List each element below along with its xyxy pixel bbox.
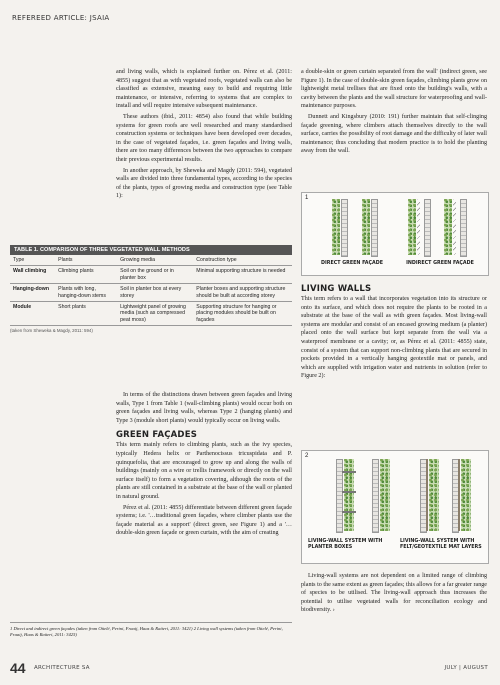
paragraph: and living walls, which is explained further on. Pérez et al. (2011: 4855) suggest that as with vegetated roofs, vegetated walls can also be classified as extensive, meaning easy to build and requiring little maintenance, or intensive, referring to systems that are complex to install and will require intensive subsequent maintenance. [116, 69, 292, 110]
paragraph: Dunnett and Kingsbury (2010: 191) further maintain that self-clinging façade greening, where climbers attach themselves directly to the wall surface, carries the possibility of root damage and the difficulty of later wall maintenance; thus concluding that modern practice is to hold the planting away from the wall. [301, 113, 487, 155]
direct-plants-illustration [332, 199, 340, 255]
paragraph: Pérez et al. (2011: 4855) differentiate between different green façade systems; i.e. '…traditional green façades, where climber plants use the façade material as a support' (direct green, see Figure 1) and a '…double-skin green façade or green curtain, with the aim of creating [116, 504, 292, 537]
page-number: 44 [10, 660, 26, 676]
table-header: Type [10, 255, 55, 266]
direct-wall-illustration [341, 199, 348, 257]
table-1 [10, 245, 292, 333]
paragraph: In terms of the distinctions drawn between green façades and living walls, Type 1 from Table 1 (wall-climbing plants) would occur both on green façades and living walls, whereas Type 2 (hanging plants) and Type 3 (module short plants) would typically occur on living walls. [116, 392, 292, 424]
figure-2 [301, 450, 489, 564]
paragraph: Living-wall systems are not dependent on a limited range of climbing plants to the same extent as green façades; this allows for a far greater range of species to be utilised. The living-wall approach thus increases the potential to utilise vegetated walls for reconciliation ecology and biodiversity. › [301, 573, 487, 614]
indirect-wall-illustration [460, 199, 467, 257]
trellis-illustration [453, 199, 456, 255]
paragraph: In another approach, by Sheweka and Magdy (2011: 594), vegetated walls are divided into three fundamental types, according to the species of the plants, types of growing media and construction type (see Table 1): [116, 167, 292, 200]
direct-plants-illustration [362, 199, 370, 255]
figure-caption: LIVING-WALL SYSTEM WITH FELT/GEOTEXTILE MAT LAYERS [400, 539, 482, 550]
table-title: TABLE 1. COMPARISON OF THREE VEGETATED WALL METHODS [10, 245, 292, 255]
magazine-name: ARCHITECTURE SA [34, 665, 90, 671]
figure-1 [301, 192, 489, 276]
figure-caption: DIRECT GREEN FAÇADE [321, 261, 383, 266]
table-source: (taken from Sheweka & Magdy, 2011: 594) [10, 328, 93, 334]
indirect-wall-illustration [424, 199, 431, 257]
indirect-plants-illustration [408, 199, 416, 255]
issue-label: JULY | AUGUST [444, 665, 488, 671]
trellis-illustration [417, 199, 420, 255]
figure-caption: INDIRECT GREEN FAÇADE [406, 261, 474, 266]
green-facades-heading: GREEN FAÇADES [116, 430, 198, 441]
mat-plants-illustration [429, 459, 439, 531]
table-header: Growing media [117, 255, 193, 266]
right-column [301, 68, 487, 156]
direct-wall-illustration [371, 199, 378, 257]
table-header: Construction type [193, 255, 292, 266]
refereed-label: REFEREED ARTICLE: JSAIA [12, 14, 110, 22]
right-column-lower [301, 572, 487, 615]
figure-caption: LIVING-WALL SYSTEM WITH PLANTER BOXES [308, 539, 383, 550]
paragraph: a double-skin or green curtain separated from the wall' (indirect green, see Figure 1). In the case of double-skin green façades, climbing plants grow on lightweight metal trellises that are fixed onto the building's walls, with a cavity between the plants and the wall structure for waterproofing and wall-maintenance purposes. [301, 69, 487, 110]
planter-plants-illustration [344, 459, 354, 531]
planter-plants-illustration [380, 459, 390, 531]
right-column-middle [301, 284, 487, 381]
planter-wall-illustration [372, 459, 379, 533]
figure-number: 2 [305, 453, 309, 459]
table-row: Wall climbing Climbing plants Soil on the ground or in planter box Minimal supporting structure is needed [10, 266, 292, 284]
table-row: Module Short plants Lightweight panel of growing media (such as compressed peat moss) Supporting structure for hanging or placing modules should be built on façades [10, 302, 292, 326]
figure-number: 1 [305, 195, 309, 201]
table-header: Plants [55, 255, 117, 266]
left-column-lower [116, 391, 292, 538]
comparison-table [10, 255, 292, 326]
continue-arrow-icon: › [332, 607, 335, 614]
paragraph: This term mainly refers to climbing plants, such as the ivy species, typically Hedera helix or Parthenocissus tricuspidata and P. quinquefolia, that are encouraged to grow up and along the walls of buildings (mainly on a wire or trellis framework or directly on the wall surface itself) to form a vegetation covering, although the roots of the plants are still contained in a substrate at the base of the wall or planted in natural ground. [116, 442, 292, 500]
mat-plants-illustration [461, 459, 471, 531]
geotextile-mat-illustration [426, 459, 428, 531]
paragraph: This term refers to a wall that incorporates vegetation into its structure or onto its surface, and which does not require the plants to be rooted in a substrate at the base of the wall as with green façades. Most living-wall systems are modular and consist of an encased growing medium (a planter) placed onto the wall surface but kept separate from the wall via a waterproof membrane or a cavity; or, as Pérez et al. (2011: 4855) state, consist of a system that can support non-climbing plants that are secured in pockets provided in a vertically hanging geotextile mat or panels, and which are supplied with irrigation water and nutrients in solution (refer to Figure 2): [301, 296, 487, 380]
footnote: 1 Direct and indirect green façades (taken from Ottelé, Perini, Fraaij, Haas & Raiteri, 2011: 3421) 2 Living wall systems (taken from Ottelé, Perini, Fraaij, Haas & Raiteri, 2011: 3425) [10, 622, 292, 638]
left-column [116, 68, 292, 201]
table-row: Hanging-down Plants with long, hanging-down stems Soil in planter box at every storey Planter boxes and supporting structure should be built at according storey [10, 284, 292, 302]
living-walls-heading: LIVING WALLS [301, 284, 372, 294]
paragraph: These authors (ibid., 2011: 4854) also found that while building systems for green roofs are well researched and many standardised construction systems or techniques have been developed over decades, in the case of vegetated façades, i.e. green façades and living walls, there are too many differences between the two approaches to compare their previous experimental results. [116, 113, 292, 163]
indirect-plants-illustration [444, 199, 452, 255]
